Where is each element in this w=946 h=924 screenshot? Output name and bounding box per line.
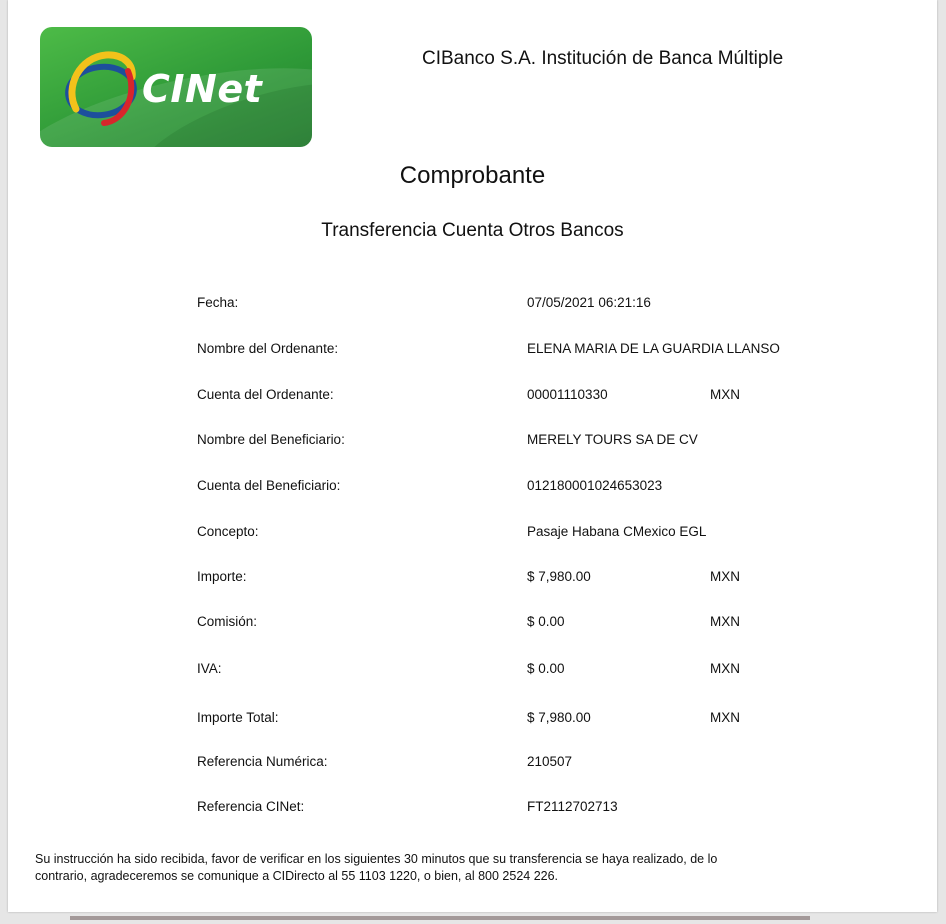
detail-row-cuenta-ordenante: [8, 387, 937, 409]
detail-row-cuenta-beneficiario: [8, 478, 937, 500]
detail-row-importe-total: [8, 710, 937, 732]
detail-label: Nombre del Beneficiario:: [197, 432, 345, 447]
detail-row-importe: [8, 569, 937, 591]
footer-note-line: contrario, agradeceremos se comunique a CIDirecto al 55 1103 1220, o bien, al 800 2524 226.: [35, 869, 559, 883]
detail-currency: MXN: [710, 614, 740, 629]
detail-label: Fecha:: [197, 295, 239, 310]
detail-value: $ 7,980.00: [527, 710, 591, 725]
document-title: Comprobante: [399, 162, 546, 189]
detail-value: $ 7,980.00: [527, 569, 591, 584]
detail-label: IVA:: [197, 661, 222, 676]
detail-currency: MXN: [710, 387, 740, 402]
detail-value: Pasaje Habana CMexico EGL: [527, 524, 707, 539]
detail-value: $ 0.00: [527, 614, 565, 629]
footer-note-line: Su instrucción ha sido recibida, favor de verificar en los siguientes 30 minutos que su transferencia se haya realizado, de lo: [35, 852, 718, 866]
next-page-edge: [70, 916, 810, 920]
bank-name: CIBanco S.A. Institución de Banca Múltiple: [422, 48, 784, 69]
detail-currency: MXN: [710, 710, 740, 725]
detail-row-comision: [8, 614, 937, 636]
logo-wordmark: CINet: [142, 67, 263, 111]
detail-value: MERELY TOURS SA DE CV: [527, 432, 698, 447]
detail-currency: MXN: [710, 661, 740, 676]
detail-label: Referencia CINet:: [197, 799, 305, 814]
detail-value: 07/05/2021 06:21:16: [527, 295, 651, 310]
detail-label: Importe:: [197, 569, 247, 584]
detail-label: Cuenta del Ordenante:: [197, 387, 334, 402]
cinet-logo: [40, 27, 312, 147]
detail-label: Concepto:: [197, 524, 259, 539]
detail-row-nombre-beneficiario: [8, 432, 937, 454]
detail-row-concepto: [8, 524, 937, 546]
cinet-ring-icon: [58, 47, 144, 129]
detail-row-nombre-ordenante: [8, 341, 937, 363]
detail-value: 210507: [527, 754, 573, 769]
detail-label: Cuenta del Beneficiario:: [197, 478, 341, 493]
detail-label: Referencia Numérica:: [197, 754, 328, 769]
detail-row-referencia-numerica: [8, 754, 937, 776]
document-subtitle: Transferencia Cuenta Otros Bancos: [321, 220, 624, 241]
detail-row-fecha: [8, 295, 937, 317]
detail-value: 00001110330: [527, 387, 608, 402]
detail-currency: MXN: [710, 569, 740, 584]
detail-value: FT2112702713: [527, 799, 618, 814]
detail-label: Nombre del Ordenante:: [197, 341, 339, 356]
detail-label: Comisión:: [197, 614, 258, 629]
detail-row-referencia-cinet: [8, 799, 937, 821]
detail-value: $ 0.00: [527, 661, 565, 676]
detail-value: ELENA MARIA DE LA GUARDIA LLANSO: [527, 341, 780, 356]
detail-label: Importe Total:: [197, 710, 279, 725]
receipt-page: [8, 0, 937, 912]
footer-note: [35, 851, 915, 885]
detail-row-iva: [8, 661, 937, 683]
detail-value: 012180001024653023: [527, 478, 663, 493]
